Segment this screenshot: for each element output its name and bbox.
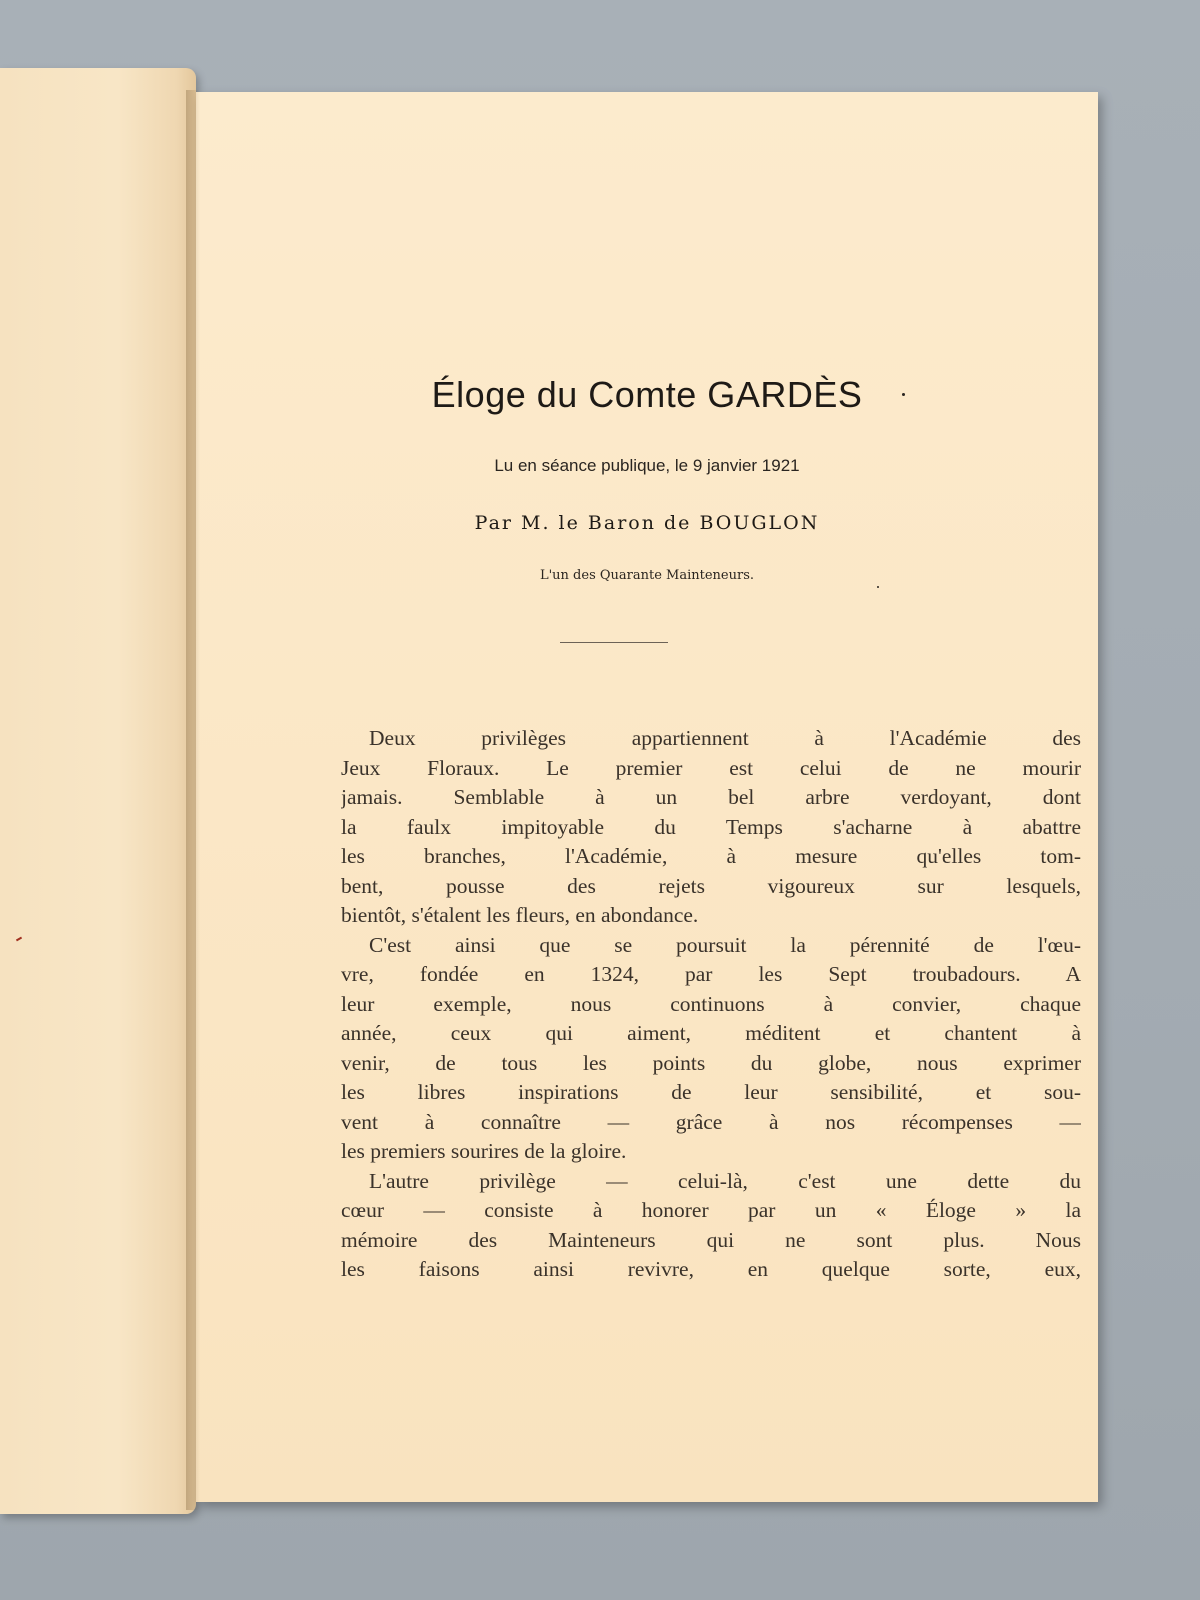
paper-speck [902,393,905,396]
text-line: leur exemple, nous continuons à convier, chaque [341,991,1081,1016]
spine-shadow [186,90,200,1510]
text-line: les premiers sourires de la gloire. [341,1139,627,1163]
text-line: C'est ainsi que se poursuit la pérennité de l'œu- [369,932,1081,957]
text-line: bientôt, s'étalent les fleurs, en abondance. [341,903,699,927]
paragraph-2 [341,931,1081,1167]
text-line: cœur — consiste à honorer par un « Éloge » la [341,1198,1081,1222]
body-text [341,724,1081,1285]
ink-mark [16,937,22,942]
text-line: année, ceux qui aiment, méditent et chantent à [341,1021,1081,1045]
right-page [196,92,1098,1502]
document-subtitle: Lu en séance publique, le 9 janvier 1921 [494,456,800,475]
text-line: venir, de tous les points du globe, nous exprimer [341,1050,1081,1075]
text-line: vre, fondée en 1324, par les Sept troubadours. A [341,962,1081,986]
text-line: les faisons ainsi revivre, en quelque sorte, eux, [341,1257,1081,1281]
text-line: mémoire des Mainteneurs qui ne sont plus. Nous [341,1227,1081,1252]
paper-speck [877,586,879,588]
document-author: Par M. le Baron de BOUGLON [474,512,820,534]
paragraph-3 [341,1167,1081,1285]
paragraph-1 [341,724,1081,931]
text-line: les branches, l'Académie, à mesure qu'elles tom- [341,844,1081,868]
author-role: L'un des Quarante Mainteneurs. [539,568,755,583]
text-line: Jeux Floraux. Le premier est celui de ne mourir [341,755,1081,780]
text-line: Deux privilèges appartiennent à l'Académie des [369,726,1081,750]
text-line: jamais. Semblable à un bel arbre verdoyant, dont [341,785,1081,809]
separator-rule [560,642,668,643]
left-page [0,68,196,1514]
document-title: Éloge du Comte GARDÈS [431,374,863,415]
text-line: vent à connaître — grâce à nos récompenses — [341,1109,1081,1134]
text-line: les libres inspirations de leur sensibilité, et sou- [341,1080,1081,1104]
text-line: bent, pousse des rejets vigoureux sur lesquels, [341,873,1081,898]
text-line: L'autre privilège — celui-là, c'est une dette du [369,1168,1081,1193]
text-line: la faulx impitoyable du Temps s'acharne à abattre [341,814,1081,839]
